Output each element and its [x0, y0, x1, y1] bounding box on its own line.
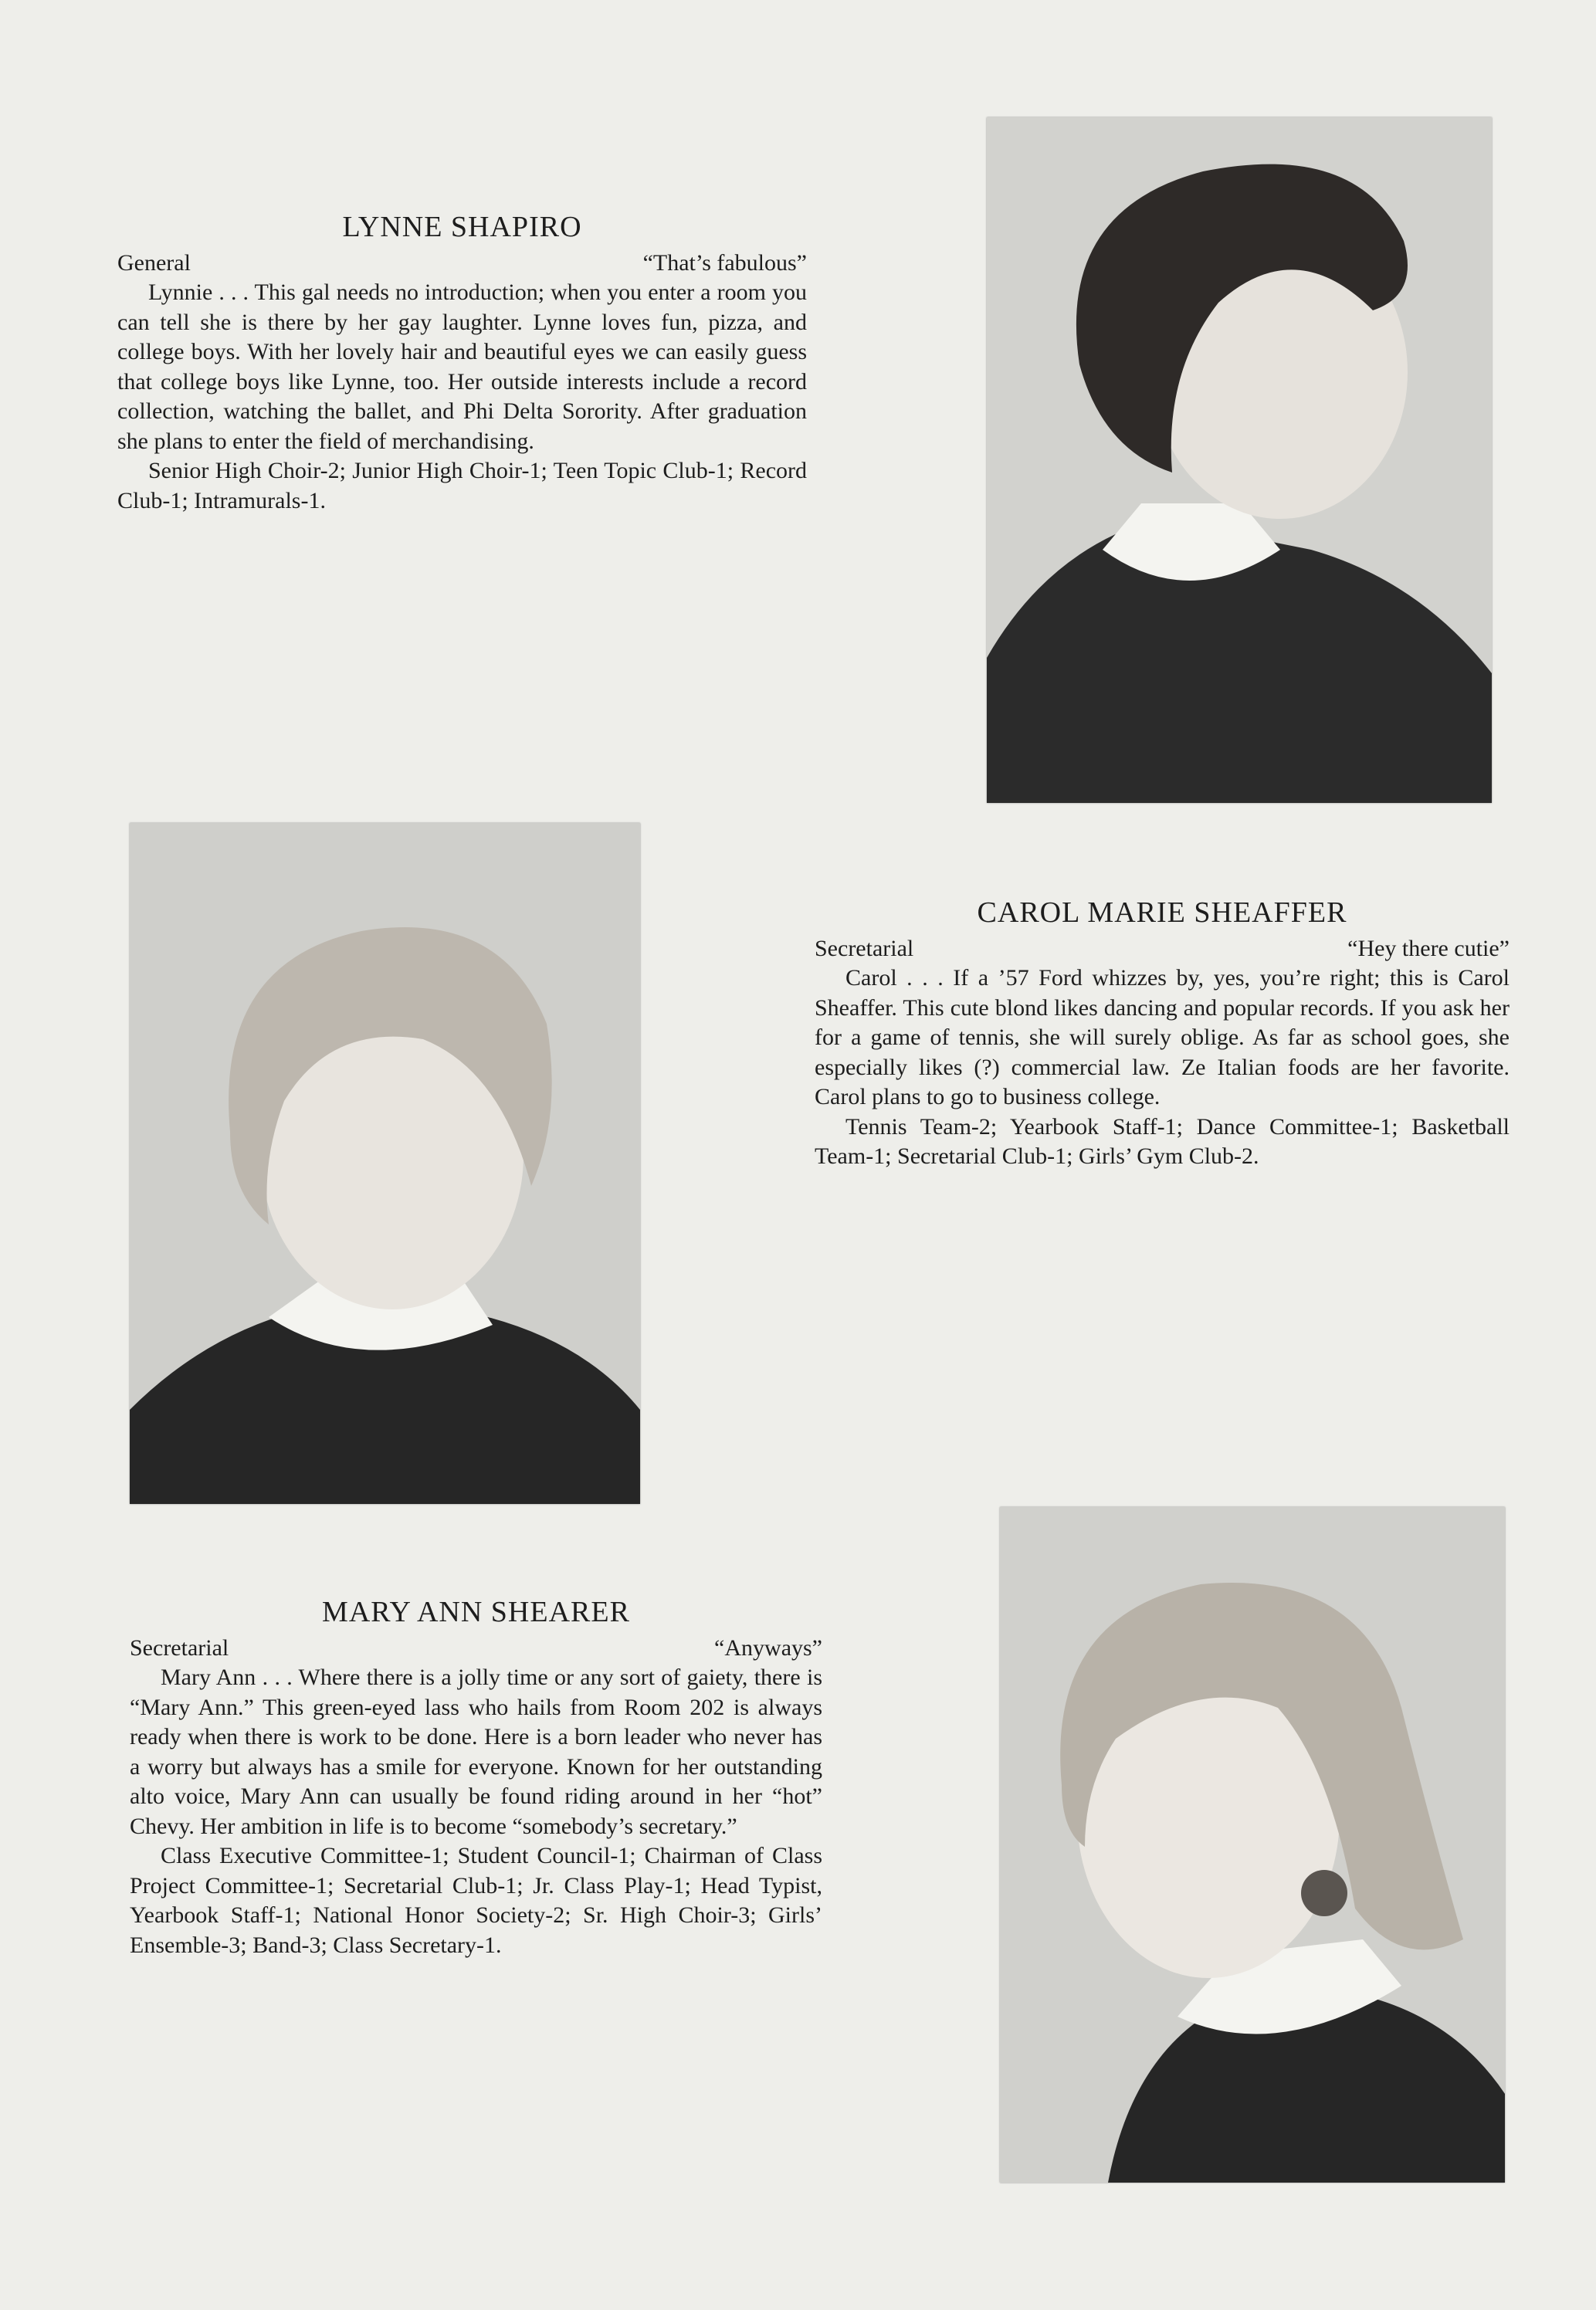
student-quote: “That’s fabulous” — [642, 250, 807, 276]
student-entry-shearer — [130, 1595, 822, 1960]
portrait-photo-shearer — [1000, 1507, 1505, 2183]
student-activities: Class Executive Committee-1; Student Council-1; Chairman of Class Project Committee-1; Secretarial Club-1; Jr. Class Play-1; Head Typist, Yearbook Staff-1; National Honor Society-2; Sr. High Choir-3; Girls’ Ensemble-3; Band-3; Class Secretary-1. — [130, 1843, 822, 1958]
student-meta — [130, 1634, 822, 1663]
student-meta — [815, 934, 1510, 964]
student-quote: “Anyways” — [714, 1635, 822, 1661]
student-bio: Lynnie . . . This gal needs no introduction; when you enter a room you can tell she is there by her gay laughter. Lynne loves fun, pizza, and college boys. With her lovely hair and beautiful eyes we can easily guess that college boys like Lynne, too. Her outside interests include a record collection, watching the ballet, and Phi Delta Sorority. After graduation she plans to enter the field of merchandising. — [117, 279, 807, 454]
portrait-photo-sheaffer — [130, 823, 640, 1504]
student-name: MARY ANN SHEARER — [322, 1596, 630, 1628]
student-entry-shapiro — [117, 210, 807, 516]
student-course: General — [117, 250, 191, 276]
student-activities: Tennis Team-2; Yearbook Staff-1; Dance Committee-1; Basketball Team-1; Secretarial Club-1; Girls’ Gym Club-2. — [815, 1113, 1510, 1169]
student-bio: Mary Ann . . . Where there is a jolly time or any sort of gaiety, there is “Mary Ann.” This green-eyed lass who hails from Room 202 is always ready when there is work to be done. Here is a born leader who never has a worry but always has a smile for everyone. Known for her outstanding alto voice, Mary Ann can usually be found riding around in her “hot” Chevy. Her ambition in life is to become “somebody’s secretary.” — [130, 1665, 822, 1839]
student-entry-sheaffer — [815, 896, 1510, 1172]
student-quote: “Hey there cutie” — [1347, 936, 1510, 961]
student-activities: Senior High Choir-2; Junior High Choir-1; Teen Topic Club-1; Record Club-1; Intramurals-1. — [117, 458, 807, 513]
student-meta — [117, 249, 807, 278]
student-course: Secretarial — [130, 1635, 229, 1661]
student-course: Secretarial — [815, 936, 914, 961]
student-bio: Carol . . . If a ’57 Ford whizzes by, yes, you’re right; this is Carol Sheaffer. This cute blond likes dancing and popular records. If you ask her for a game of tennis, she will surely oblige. As far as school goes, she especially likes (?) commercial law. Ze Italian foods are her favorite. Carol plans to go to business college. — [815, 965, 1510, 1109]
portrait-photo-shapiro — [987, 117, 1492, 803]
student-name: CAROL MARIE SHEAFFER — [977, 896, 1347, 929]
student-name: LYNNE SHAPIRO — [342, 211, 582, 243]
